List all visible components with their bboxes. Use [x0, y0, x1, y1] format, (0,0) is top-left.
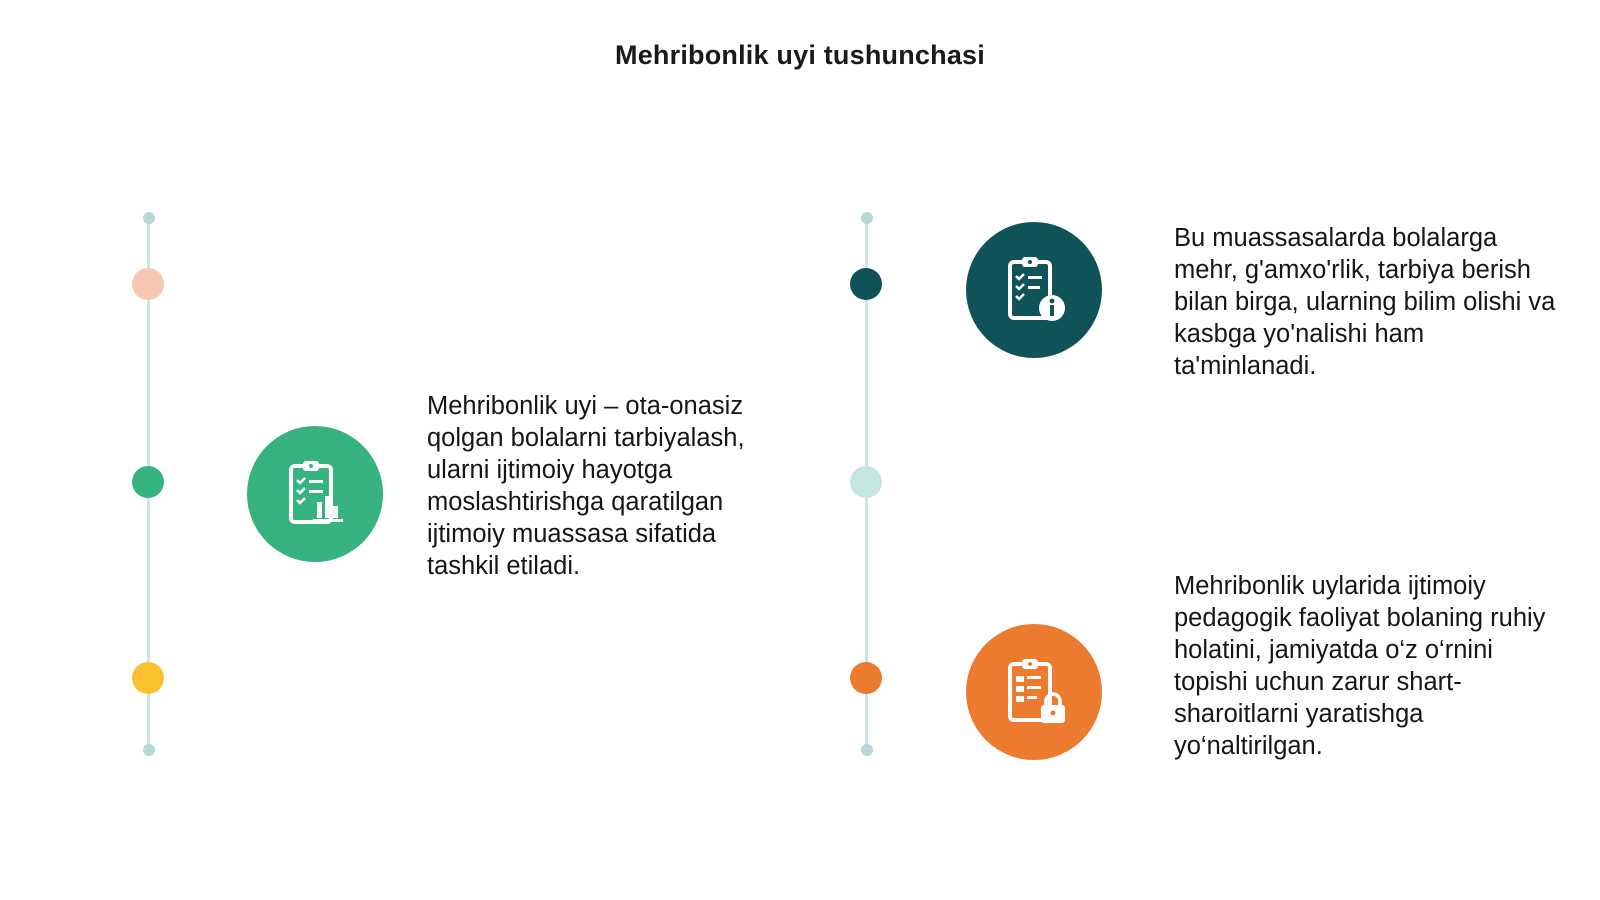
- right-timeline-dot-dark-teal: [850, 268, 882, 300]
- left-timeline-dot-peach: [132, 268, 164, 300]
- left-timeline-top-endcap: [143, 212, 155, 224]
- right-timeline-dot-mint: [850, 466, 882, 498]
- page-title: Mehribonlik uyi tushunchasi: [615, 40, 985, 70]
- left-timeline-dot-green: [132, 466, 164, 498]
- left-timeline-bottom-endcap: [143, 744, 155, 756]
- left-timeline-dot-yellow: [132, 662, 164, 694]
- right-timeline-bottom-endcap: [861, 744, 873, 756]
- clipboard-info-icon: [996, 252, 1072, 328]
- clipboard-info-icon-circle: [966, 222, 1102, 358]
- clipboard-lock-icon-circle: [966, 624, 1102, 760]
- right-timeline-top-endcap: [861, 212, 873, 224]
- clipboard-chart-icon: [277, 456, 353, 532]
- right-bottom-description: Mehribonlik uylarida ijtimoiy pedagogik faoliyat bolaning ruhiy holatini, jamiyatda o‘z o‘rnini topishi uchun zarur shart-sharoitlarni yaratishga yo‘naltirilgan.: [1174, 572, 1546, 760]
- right-timeline-dot-orange: [850, 662, 882, 694]
- clipboard-chart-icon-circle: [247, 426, 383, 562]
- clipboard-lock-icon: [996, 654, 1072, 730]
- right-top-description: Bu muassasalarda bolalarga mehr, g'amxo'rlik, tarbiya berish bilan birga, ularning bilim olishi va kasbga yo'nalishi ham ta'minlanadi.: [1174, 224, 1556, 380]
- left-description: Mehribonlik uyi – ota-onasiz qolgan bolalarni tarbiyalash, ularni ijtimoiy hayotga moslashtirishga qaratilgan ijtimoiy muassasa sifatida tashkil etiladi.: [427, 392, 745, 580]
